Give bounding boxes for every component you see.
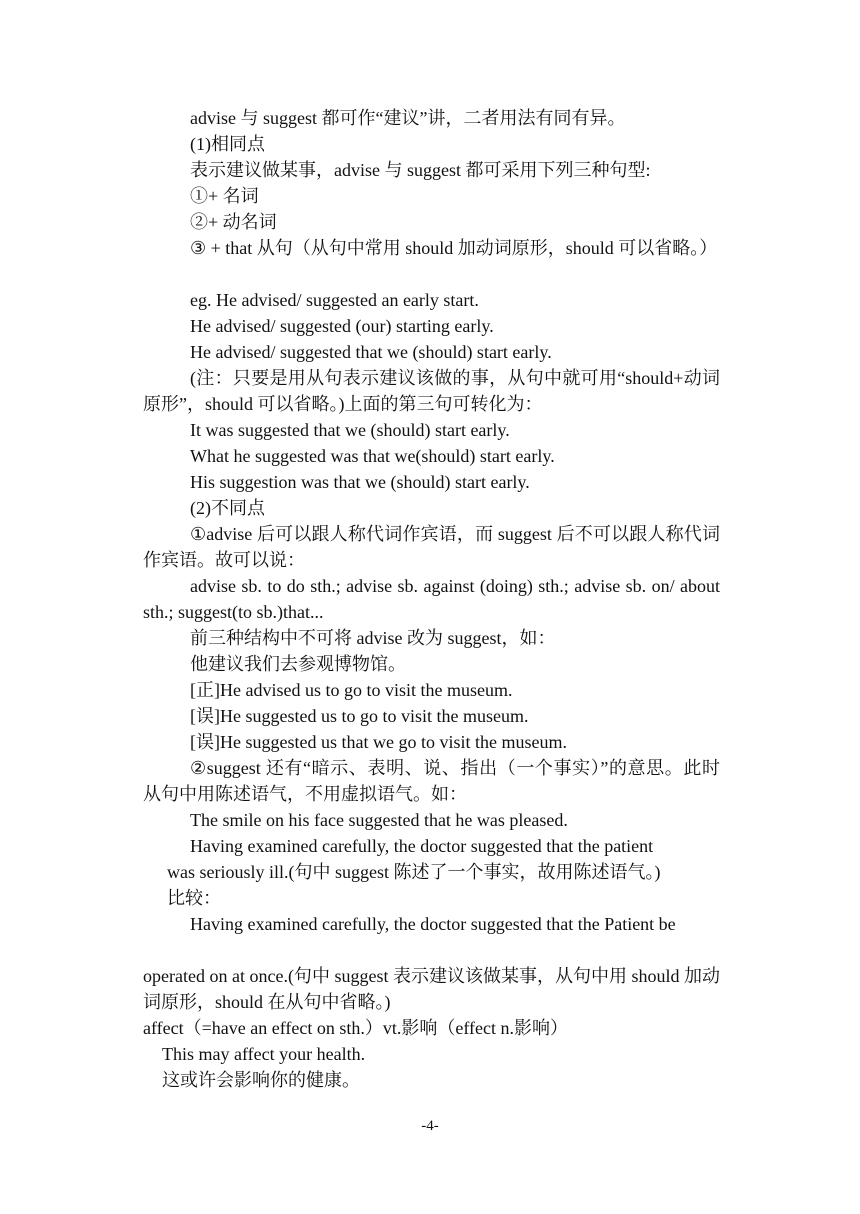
affect-example: This may affect your health.: [162, 1044, 366, 1064]
affect-translation: 这或许会影响你的健康。: [162, 1070, 360, 1090]
affect-definition: affect（=have an effect on sth.）vt.影响（effect n.影响）: [143, 1018, 569, 1038]
example-1: eg. He advised/ suggested an early start.: [190, 290, 479, 310]
compare-label: 比较：: [167, 888, 221, 908]
advise-structures: advise sb. to do sth.; advise sb. against (doing) sth.; advise sb. on/ about sth.; suggest(to sb.)that...: [143, 576, 720, 622]
correct-example: [正]He advised us to go to visit the museum.: [190, 680, 513, 700]
intro-line: advise 与 suggest 都可作“建议”讲，二者用法有同有异。: [190, 108, 626, 128]
note-paragraph: (注：只要是用从句表示建议该做的事，从句中就可用“should+动词原形”，should 可以省略。)上面的第三句可转化为：: [143, 368, 720, 414]
pattern-gerund: ②+ 动名词: [190, 212, 277, 232]
example-2: He advised/ suggested (our) starting early.: [190, 316, 494, 336]
heading-similarities: (1)相同点: [190, 134, 265, 154]
heading-differences: (2)不同点: [190, 498, 265, 518]
pattern-that-clause: ③ + that 从句（从句中常用 should 加动词原形，should 可以省略。）: [190, 238, 718, 258]
pattern-noun: ①+ 名词: [190, 186, 259, 206]
chinese-example: 他建议我们去参观博物馆。: [190, 654, 406, 674]
example-doctor-1b: was seriously ill.(句中 suggest 陈述了一个事实，故用陈述语气。): [167, 862, 661, 882]
example-5: What he suggested was that we(should) start early.: [190, 446, 555, 466]
example-6: His suggestion was that we (should) start early.: [190, 472, 530, 492]
difference-1: ①advise 后可以跟人称代词作宾语，而 suggest 后不可以跟人称代词作宾语。故可以说：: [143, 524, 720, 570]
wrong-example-1: [误]He suggested us to go to visit the museum.: [190, 706, 529, 726]
example-4: It was suggested that we (should) start early.: [190, 420, 510, 440]
example-smile: The smile on his face suggested that he was pleased.: [190, 810, 568, 830]
structure-note: 前三种结构中不可将 advise 改为 suggest，如：: [190, 628, 556, 648]
pattern-intro: 表示建议做某事，advise 与 suggest 都可采用下列三种句型:: [190, 160, 651, 180]
difference-2: ②suggest 还有“暗示、表明、说、指出（一个事实）”的意思。此时从句中用陈述语气，不用虚拟语气。如：: [143, 758, 720, 804]
example-doctor-2-cont: operated on at once.(句中 suggest 表示建议该做某事，从句中用 should 加动词原形，should 在从句中省略。): [143, 966, 720, 1012]
example-3: He advised/ suggested that we (should) start early.: [190, 342, 552, 362]
page-number: -4-: [421, 1118, 439, 1134]
example-doctor-1a: Having examined carefully, the doctor suggested that the patient: [190, 836, 654, 856]
wrong-example-2: [误]He suggested us that we go to visit the museum.: [190, 732, 567, 752]
example-doctor-2: Having examined carefully, the doctor suggested that the Patient be: [190, 914, 676, 934]
